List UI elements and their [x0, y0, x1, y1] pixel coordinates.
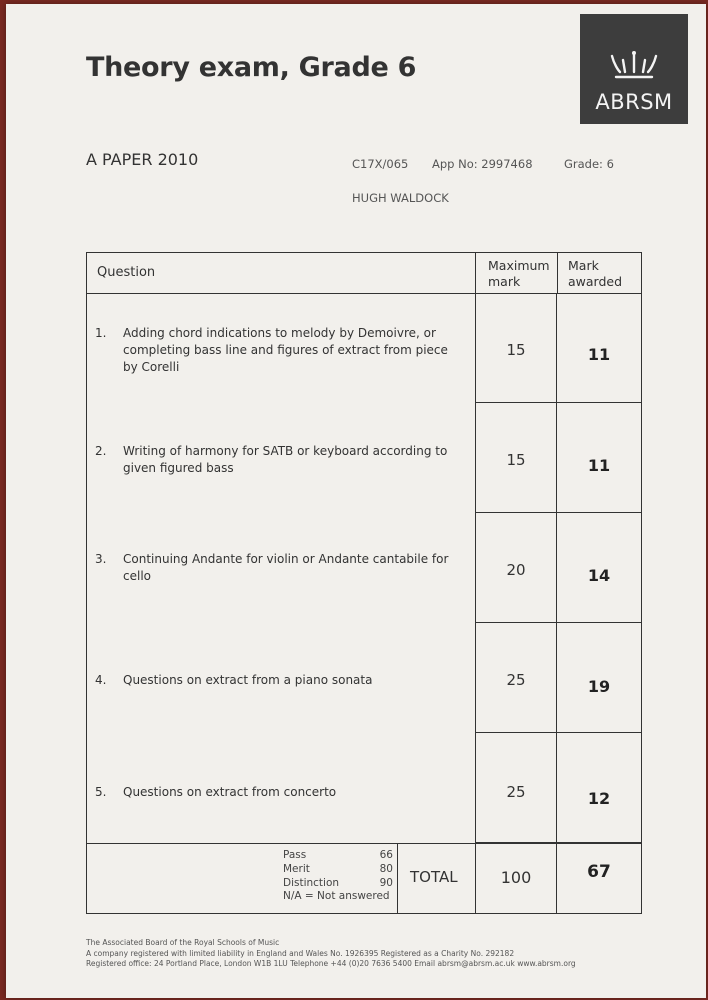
marks-table: [86, 252, 642, 914]
header-maximum-mark: [475, 253, 557, 293]
boundary-value: 66: [379, 849, 393, 861]
question-number: 1.: [95, 326, 107, 340]
question-description: Questions on extract from a piano sonata: [123, 673, 373, 687]
question-text-5: [95, 784, 465, 801]
question-text-2: [95, 443, 465, 477]
total-max-cell: [475, 844, 557, 914]
boundary-label: Merit: [283, 863, 310, 875]
awarded-mark: 12: [587, 789, 611, 808]
logo-text: ABRSM: [595, 90, 673, 114]
awarded-mark: 14: [587, 566, 611, 585]
centre-code: C17X/065: [352, 157, 409, 171]
max-mark-cell: [475, 293, 557, 403]
grade-boundary-merit: [283, 862, 393, 876]
max-mark-cell: [475, 623, 557, 733]
footer-line-2: A company registered with limited liability in England and Wales No. 1926395 Registered as a Charity No. 292182: [86, 948, 515, 958]
awarded-mark-cell: [557, 513, 641, 623]
question-description: Continuing Andante for violin or Andante cantabile for cello: [123, 552, 449, 583]
grade-label: Grade: 6: [564, 157, 614, 171]
question-text-1: [95, 325, 465, 376]
awarded-mark-cell: [557, 293, 641, 403]
footer-line-1: The Associated Board of the Royal Schools of Music: [86, 938, 280, 947]
boundary-label: Distinction: [283, 877, 340, 889]
header-question: Question: [97, 265, 156, 280]
max-mark: 15: [506, 341, 526, 359]
question-number: 2.: [95, 444, 107, 458]
table-header-row: [87, 253, 641, 294]
question-number: 4.: [95, 673, 107, 687]
question-text-4: [95, 672, 465, 689]
not-answered-note: N/A = Not answered: [283, 890, 390, 902]
awarded-mark: 11: [587, 345, 611, 364]
grade-boundary-pass: [283, 848, 393, 862]
grade-boundary-distinction: [283, 876, 393, 890]
exam-result-sheet: [6, 4, 706, 998]
question-description: Writing of harmony for SATB or keyboard according to given figured bass: [123, 444, 448, 475]
max-mark: 25: [506, 783, 526, 801]
boundary-value: 90: [379, 877, 393, 889]
max-mark-cell: [475, 403, 557, 513]
header-maximum-line1: Maximum: [488, 258, 550, 273]
awarded-mark-cell: [557, 623, 641, 733]
max-mark-cell: [475, 733, 557, 843]
header-awarded-line1: Mark: [568, 258, 599, 273]
boundary-label: Pass: [283, 849, 307, 861]
max-mark: 25: [506, 671, 526, 689]
awarded-mark-cell: [557, 403, 641, 513]
max-mark-cell: [475, 513, 557, 623]
header-mark-awarded: [557, 253, 641, 293]
page-title: Theory exam, Grade 6: [86, 52, 417, 83]
max-mark: 20: [506, 561, 526, 579]
header-maximum-line2: mark: [488, 274, 521, 289]
crown-icon: [608, 50, 660, 84]
footer-line-3: Registered office: 24 Portland Place, London W1B 1LU Telephone +44 (0)20 7636 5400 Email abrsm@abrsm.ac.uk www.abrsm.org: [86, 959, 576, 968]
total-awarded-mark: 67: [587, 862, 611, 882]
question-number: 3.: [95, 552, 107, 566]
header-awarded-line2: awarded: [568, 274, 623, 289]
question-row-1: [87, 293, 641, 403]
question-row-5: [87, 733, 641, 843]
question-row-2: [87, 403, 641, 513]
footer: [86, 938, 676, 970]
total-label-cell: [397, 844, 475, 914]
question-row-4: [87, 623, 641, 733]
total-max-mark: 100: [500, 868, 532, 887]
total-label: TOTAL: [410, 868, 458, 886]
question-row-3: [87, 513, 641, 623]
grade-boundaries: [283, 848, 393, 890]
abrsm-logo: [580, 14, 688, 124]
max-mark: 15: [506, 451, 526, 469]
paper-label: A PAPER 2010: [86, 150, 199, 169]
question-number: 5.: [95, 785, 107, 799]
boundary-value: 80: [379, 863, 393, 875]
application-number: App No: 2997468: [432, 157, 533, 171]
awarded-mark: 11: [587, 456, 611, 475]
candidate-name: HUGH WALDOCK: [352, 191, 449, 205]
question-text-3: [95, 551, 465, 585]
total-row: [87, 843, 641, 914]
awarded-mark: 19: [587, 677, 611, 696]
question-description: Adding chord indications to melody by Demoivre, or completing bass line and figures of extract from piece by Corelli: [123, 326, 448, 374]
question-description: Questions on extract from concerto: [123, 785, 337, 799]
awarded-mark-cell: [557, 733, 641, 843]
